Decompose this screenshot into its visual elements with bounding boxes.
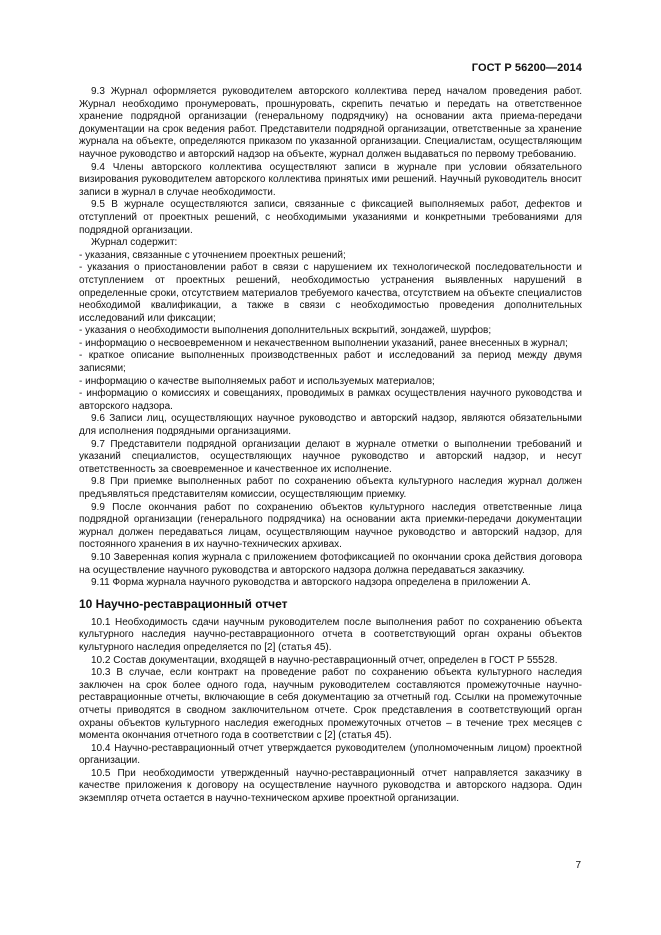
list-item: - информацию о качестве выполняемых работ и используемых материалов; [79,375,435,387]
paragraph-9-10: 9.10 Заверенная копия журнала с приложением фотофиксацией по окончании срока действия договора на осуществление научного руководства и авторского надзора должна передаваться заказчику. [79,551,582,576]
paragraph-10-3: 10.3 В случае, если контракт на проведение работ по сохранению объекта культурного наследия заключен на срок более одного года, научным руководителем составляются промежуточные научно-реставрационные отчеты, включающие в себя документацию за отчетный год. Ссылки на промежуточные отчеты приводятся в сводном заключительном отчете. Срок представления в соответствующий орган охраны объектов культурного наследия ежегодных промежуточных отчетов – в течение трех месяцев с момента окончания отчетного года в соответствии с [2] (статья 45). [79,667,582,742]
list-item: - информацию о несвоевременном и некачественном выполнении указаний, ранее внесенных в журнал; [79,337,568,349]
list-item: - указания о необходимости выполнения дополнительных вскрытий, зондажей, шурфов; [79,325,492,337]
section-10-title: 10 Научно-реставрационный отчет [79,596,288,611]
standard-code-header: ГОСТ Р 56200—2014 [471,62,582,74]
paragraph-10-5: 10.5 При необходимости утвержденный научно-реставрационный отчет направляется заказчику в качестве приложения к договору на осуществление научного руководства и авторского надзора. Один экземпляр отчета остается в научно-техническом архиве проектной организации. [79,767,582,805]
paragraph-10-2: 10.2 Состав документации, входящей в научно-реставрационный отчет, определен в ГОСТ Р 55528. [91,654,558,666]
list-item: - информацию о комиссиях и совещаниях, проводимых в рамках осуществления научного руководства и авторского надзора. [79,388,582,412]
list-item: - указания о приостановлении работ в связи с нарушением их технологической последовательности и отступлением от проектных решений, необходимостью устранения выявленных нарушений в определенные сроки, отсутствием материалов требуемого качества, отсутствием на объекте специалистов необходимой квалификации, а также в связи с необходимостью проведения дополнительных исследований или фиксации; [79,262,582,324]
paragraph-9-9: 9.9 После окончания работ по сохранению объектов культурного наследия ответственные лица подрядной организации (генерального подрядчика) на основании акта приемки-передачи документации журнал должен передаваться лицам, осуществляющим научное руководство и авторский надзор, для постоянного хранения в их научно-технических архивах. [79,501,582,551]
paragraph-10-4: 10.4 Научно-реставрационный отчет утверждается руководителем (уполномоченным лицом) проектной организации. [79,742,582,767]
page-number: 7 [575,860,581,871]
paragraph-9-3: 9.3 Журнал оформляется руководителем авторского коллектива перед началом проведения работ. Журнал необходимо пронумеровать, прошнуровать, скрепить печатью и передать на ответственное хранение подрядной организации (генеральному подрядчику) на основании акта приема-передачи документации на срок ведения работ. Представители подрядной организации, ответственные за хранение журнала на объекте, определяются приказом по указанной организации. Специалистам, осуществляющим научное руководство и авторский надзор на объекте, журнал должен выдаваться по первому требованию. [79,86,582,160]
paragraph-9-7: 9.7 Представители подрядной организации делают в журнале отметки о выполнении требований и указаний специалистов, осуществляющих научное руководство и авторский надзор, и несут ответственность за своевременное и качественное их исполнение. [79,438,582,475]
paragraph-9-4: 9.4 Члены авторского коллектива осуществляют записи в журнале при условии обязательного визирования руководителем авторского коллектива принятых ими решений. Научный руководитель вносит записи в журнал в случае необходимости. [79,161,582,198]
paragraph-9-5: 9.5 В журнале осуществляются записи, связанные с фиксацией выполняемых работ, дефектов и отступлений от проектных решений, с необходимыми указаниями и конкретными требованиями для подрядной организации. [79,199,582,236]
journal-contents-intro: Журнал содержит: [91,237,178,249]
list-item: - краткое описание выполненных производственных работ и исследований за период между двумя записями; [79,350,582,375]
list-item: - указания, связанные с уточнением проектных решений; [79,249,346,261]
paragraph-9-11: 9.11 Форма журнала научного руководства и авторского надзора определена в приложении А. [91,577,531,589]
paragraph-9-8: 9.8 При приемке выполненных работ по сохранению объекта культурного наследия журнал должен предъявляться представителям комиссии, осуществляющим приемку. [79,476,582,500]
paragraph-10-1: 10.1 Необходимость сдачи научным руководителем после выполнения работ по сохранению объекта культурного наследия научно-реставрационного отчета в соответствующий орган охраны объектов культурного наследия определяется по [2] (статья 45). [79,616,582,653]
document-body [79,86,582,806]
paragraph-9-6: 9.6 Записи лиц, осуществляющих научное руководство и авторский надзор, являются обязательными для исполнения подрядными организациями. [79,413,582,438]
